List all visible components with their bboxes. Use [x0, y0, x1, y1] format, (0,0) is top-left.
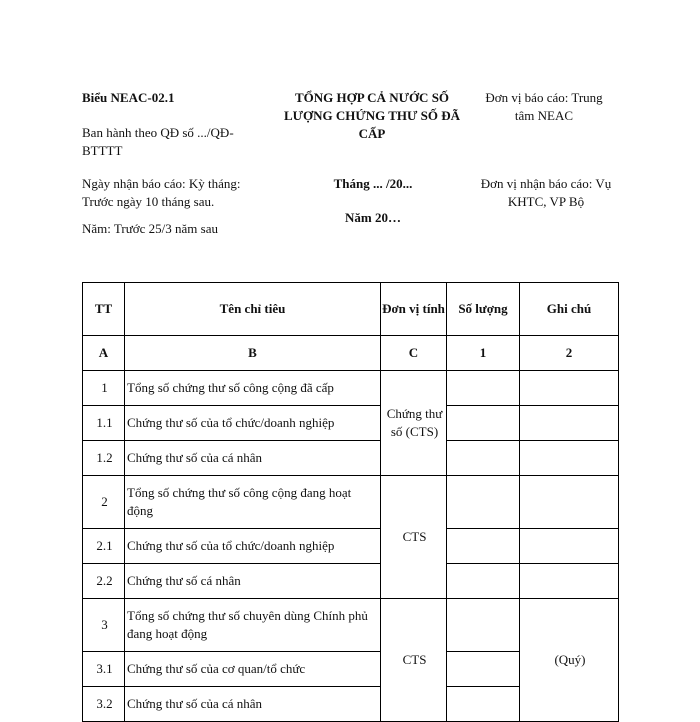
receiving-unit: Đơn vị nhận báo cáo: Vụ KHTC, VP Bộ	[480, 176, 612, 209]
row-tt: 2.2	[83, 564, 125, 599]
quantity-cell	[447, 476, 520, 529]
year-deadline: Năm: Trước 25/3 năm sau	[82, 221, 218, 236]
quantity-cell	[447, 564, 520, 599]
note-cell	[520, 441, 619, 476]
report-table	[82, 282, 619, 722]
row-name: Chứng thư số của cơ quan/tổ chức	[125, 652, 381, 687]
note-group-3: (Quý)	[520, 599, 619, 722]
header-tt: TT	[83, 283, 125, 336]
quantity-cell	[447, 371, 520, 406]
table-row	[83, 564, 619, 599]
table-code-row	[83, 336, 619, 371]
month-period: Tháng ... /20...	[333, 176, 413, 191]
quantity-cell	[447, 529, 520, 564]
row-tt: 3	[83, 599, 125, 652]
row-tt: 1.1	[83, 406, 125, 441]
header-note: Ghi chú	[520, 283, 619, 336]
quantity-cell	[447, 599, 520, 652]
row-tt: 2	[83, 476, 125, 529]
row-tt: 1	[83, 371, 125, 406]
row-name: Chứng thư số của tổ chức/doanh nghiệp	[125, 406, 381, 441]
code-unit: C	[381, 336, 447, 371]
receive-date: Ngày nhận báo cáo: Kỳ tháng: Trước ngày 10 tháng sau.	[82, 176, 241, 209]
row-name: Chứng thư số của tổ chức/doanh nghiệp	[125, 529, 381, 564]
issued-by: Ban hành theo QĐ số .../QĐ-BTTTT	[82, 125, 234, 158]
year-period: Năm 20…	[345, 210, 401, 225]
note-cell	[520, 476, 619, 529]
row-tt: 1.2	[83, 441, 125, 476]
note-cell	[520, 529, 619, 564]
unit-group-1: Chứng thư số (CTS)	[381, 371, 447, 476]
table-row	[83, 529, 619, 564]
row-name: Chứng thư số cá nhân	[125, 564, 381, 599]
quantity-cell	[447, 406, 520, 441]
code-tt: A	[83, 336, 125, 371]
row-name: Tổng số chứng thư số công cộng đã cấp	[125, 371, 381, 406]
table-header-row	[83, 283, 619, 336]
note-cell	[520, 371, 619, 406]
note-cell	[520, 406, 619, 441]
header-quantity: Số lượng	[447, 283, 520, 336]
code-name: B	[125, 336, 381, 371]
form-code: Biểu NEAC-02.1	[82, 90, 175, 105]
table-row	[83, 441, 619, 476]
row-tt: 3.1	[83, 652, 125, 687]
reporting-unit: Đơn vị báo cáo: Trung tâm NEAC	[485, 90, 603, 123]
quantity-cell	[447, 441, 520, 476]
header-unit: Đơn vị tính	[381, 283, 447, 336]
quantity-cell	[447, 652, 520, 687]
unit-group-3: CTS	[381, 599, 447, 722]
row-name: Chứng thư số của cá nhân	[125, 441, 381, 476]
row-tt: 3.2	[83, 687, 125, 722]
quantity-cell	[447, 687, 520, 722]
note-cell	[520, 564, 619, 599]
unit-group-2: CTS	[381, 476, 447, 599]
table-row	[83, 476, 619, 529]
code-note: 2	[520, 336, 619, 371]
table-row	[83, 371, 619, 406]
row-name: Tổng số chứng thư số chuyên dùng Chính phủ đang hoạt động	[125, 599, 381, 652]
code-quantity: 1	[447, 336, 520, 371]
row-name: Tổng số chứng thư số công cộng đang hoạt động	[125, 476, 381, 529]
row-name: Chứng thư số của cá nhân	[125, 687, 381, 722]
table-row	[83, 599, 619, 652]
table-row	[83, 406, 619, 441]
row-tt: 2.1	[83, 529, 125, 564]
header-name: Tên chỉ tiêu	[125, 283, 381, 336]
report-title: TỔNG HỢP CẢ NƯỚC SỐ LƯỢNG CHỨNG THƯ SỐ ĐÃ CẤP	[284, 90, 460, 141]
